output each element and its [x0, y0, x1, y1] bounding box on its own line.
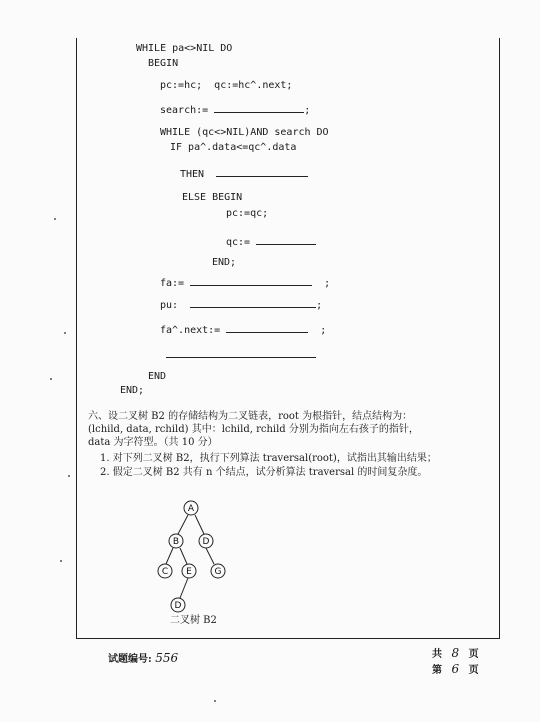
answer-blank-4[interactable]: [190, 276, 312, 286]
exam-number-label: 试题编号:: [108, 654, 152, 665]
code-line-13: [160, 298, 322, 312]
page-number-value: 6: [451, 662, 460, 676]
tree-node-b-label: B: [172, 537, 180, 547]
code-line-12-text: fa:=: [160, 278, 185, 289]
question-line-2: (lchild, data, rchild) 其中：lchild, rchild 分别为指向左右孩子的指针，: [88, 424, 419, 435]
question-line-3: data 为字符型。（共 10 分）: [88, 437, 218, 448]
binary-tree-diagram: [140, 492, 260, 630]
scan-speck: [214, 700, 216, 702]
page-number-label: 第: [432, 665, 442, 676]
edge-a-b: [178, 515, 188, 534]
tree-node-e-label: E: [186, 567, 192, 577]
scan-speck: [60, 560, 62, 562]
total-pages-value: 8: [451, 646, 460, 660]
question-line-1: 六、设二叉树 B2 的存储结构为二叉链表，root 为根指针，结点结构为：: [88, 411, 413, 422]
scan-speck: [68, 475, 70, 477]
tree-node-d-label: D: [202, 537, 210, 547]
answer-blank-7[interactable]: [166, 348, 316, 358]
code-line-9: pc:=qc;: [226, 208, 269, 219]
exam-number-value: 556: [155, 651, 179, 665]
code-line-7-text: THEN: [180, 169, 205, 180]
code-line-10-text: qc:=: [226, 237, 251, 248]
code-line-14-end: ;: [320, 325, 327, 336]
question-item-2: 2. 假定二叉树 B2 共有 n 个结点，试分析算法 traversal 的时间复杂度。: [100, 467, 428, 478]
code-line-11: END;: [212, 257, 237, 268]
code-line-3: pc:=hc; qc:=hc^.next;: [160, 80, 293, 91]
code-line-1: WHILE pa<>NIL DO: [136, 43, 233, 54]
total-pages: [432, 645, 479, 660]
code-line-8: ELSE BEGIN: [182, 192, 243, 203]
page-number: [432, 661, 479, 676]
edge-d-g: [206, 548, 214, 564]
code-line-14: [160, 323, 326, 337]
code-line-16: END;: [120, 385, 145, 396]
scan-speck: [54, 218, 56, 220]
code-line-4-text: search:=: [160, 105, 209, 116]
code-line-6: IF pa^.data<=qc^.data: [170, 142, 297, 153]
edge-a-d: [195, 515, 204, 534]
scan-speck: [64, 332, 66, 334]
answer-blank-6[interactable]: [226, 323, 308, 333]
tree-node-a-label: A: [187, 504, 195, 514]
scan-speck: [50, 378, 52, 380]
code-line-4-end: ;: [304, 105, 311, 116]
tree-caption: 二叉树 B2: [170, 615, 217, 626]
code-line-15: END: [148, 371, 167, 382]
code-line-12: [160, 276, 330, 290]
tree-node-g-label: G: [214, 567, 222, 577]
tree-node-c-label: C: [161, 567, 169, 577]
answer-blank-2[interactable]: [216, 167, 308, 177]
code-line-13-end: ;: [316, 300, 323, 311]
edge-e-d: [180, 578, 188, 598]
code-line-14-text: fa^.next:=: [160, 325, 221, 336]
code-line-2: BEGIN: [148, 58, 179, 69]
answer-blank-3[interactable]: [256, 235, 316, 245]
code-line-13-text: pu:: [160, 300, 179, 311]
code-line-4: [160, 103, 310, 117]
exam-number-field: [108, 650, 178, 665]
edge-b-e: [180, 548, 187, 564]
total-pages-unit: 页: [468, 649, 479, 660]
code-line-7: [180, 167, 308, 181]
total-pages-label: 共: [432, 649, 442, 660]
code-line-12-end: ;: [324, 278, 331, 289]
answer-blank-1[interactable]: [214, 103, 304, 113]
answer-blank-5[interactable]: [190, 298, 316, 308]
page-number-unit: 页: [468, 665, 479, 676]
question-item-1: 1. 对下列二叉树 B2，执行下列算法 traversal(root)，试指出其输出结果；: [100, 453, 437, 464]
code-line-5: WHILE (qc<>NIL)AND search DO: [160, 127, 329, 138]
answer-blank-line: [166, 348, 316, 362]
code-line-10: [226, 235, 316, 249]
tree-node-d2-label: D: [174, 601, 182, 611]
edge-b-c: [166, 548, 173, 564]
